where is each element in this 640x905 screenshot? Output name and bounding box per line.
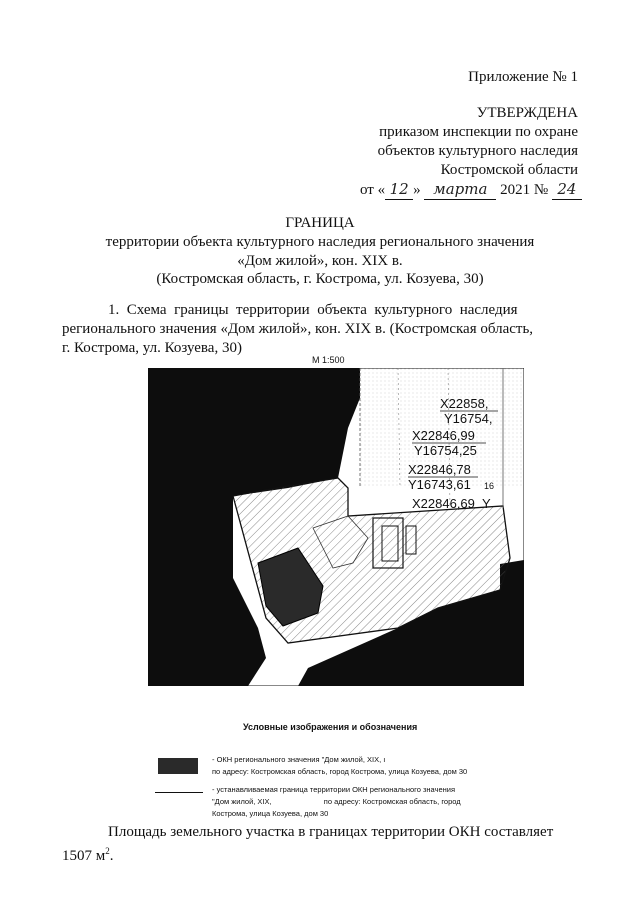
legend-boundary-line-1: - устанавливаемая граница территории ОКН регионального значения <box>212 785 456 794</box>
legend-okn-text <box>212 754 467 778</box>
title-line-2: «Дом жилой», кон. XIX в. <box>237 253 403 269</box>
coord-x-4: Х22846,69 <box>412 496 475 511</box>
coord-x-1: Х22858, <box>440 396 489 411</box>
section1-line-1: 1. Схема границы территории объекта культурного наследия <box>108 302 518 318</box>
area-line-1: Площадь земельного участка в границах территории ОКН составляет <box>108 824 554 840</box>
legend-title: Условные изображения и обозначения <box>243 722 418 732</box>
coord-y-3: Y16743,61 <box>408 477 471 492</box>
legend-boundary-line-2 <box>212 796 461 808</box>
date-number: 24 <box>552 180 582 200</box>
title-line-1: территории объекта культурного наследия регионального значения <box>105 234 535 250</box>
coord-y-2: Y16754,25 <box>414 443 477 458</box>
approved-heading: УТВЕРЖДЕНА <box>476 105 578 121</box>
date-mid: » <box>413 182 421 198</box>
date-month: марта <box>424 180 496 200</box>
legend-okn-line-2: по адресу: Костромская область, город Кострома, улица Козуева, дом 30 <box>212 767 468 776</box>
area-line-2 <box>62 842 114 866</box>
point-label: 16 <box>484 481 495 491</box>
legend-boundary-line <box>155 792 203 793</box>
coord-y-4: Y <box>482 496 491 511</box>
date-day: 12 <box>385 180 413 200</box>
area-value: 1507 м <box>62 848 106 864</box>
boundary-map <box>148 368 524 686</box>
appendix-label: Приложение № 1 <box>468 69 578 85</box>
document-title: ГРАНИЦА <box>285 215 355 231</box>
legend-boundary-line-3: Кострома, улица Козуева, дом 30 <box>212 809 329 818</box>
order-line-1: приказом инспекции по охране <box>379 124 578 140</box>
order-line-3: Костромской области <box>440 162 578 178</box>
section1-line-3: г. Кострома, ул. Козуева, 30) <box>62 340 242 356</box>
legend-boundary-text <box>212 784 461 820</box>
coord-x-3: Х22846,78 <box>408 462 471 477</box>
date-year: 2021 № <box>500 182 549 198</box>
area-end: . <box>109 848 114 864</box>
order-date-line <box>360 180 590 200</box>
legend-boundary-line-2b: по адресу: Костромская область, город <box>323 797 461 806</box>
coord-y-1: Y16754, <box>444 411 493 426</box>
date-prefix: от « <box>360 182 386 198</box>
coord-x-2: Х22846,99 <box>412 428 475 443</box>
order-line-2: объектов культурного наследия <box>377 143 578 159</box>
legend-okn-line-1: - ОКН регионального значения "Дом жилой, XIX, ı <box>212 755 386 764</box>
section1-line-2: регионального значения «Дом жилой», кон. XIX в. (Костромская область, <box>62 321 534 337</box>
map-scale: М 1:500 <box>312 355 345 365</box>
area-unit-superscript: 2 <box>105 846 110 856</box>
legend-okn-swatch <box>158 758 198 774</box>
title-line-3: (Костромская область, г. Кострома, ул. Козуева, 30) <box>156 271 484 287</box>
legend-boundary-line-2a: "Дом жилой, XIX, <box>212 797 272 806</box>
